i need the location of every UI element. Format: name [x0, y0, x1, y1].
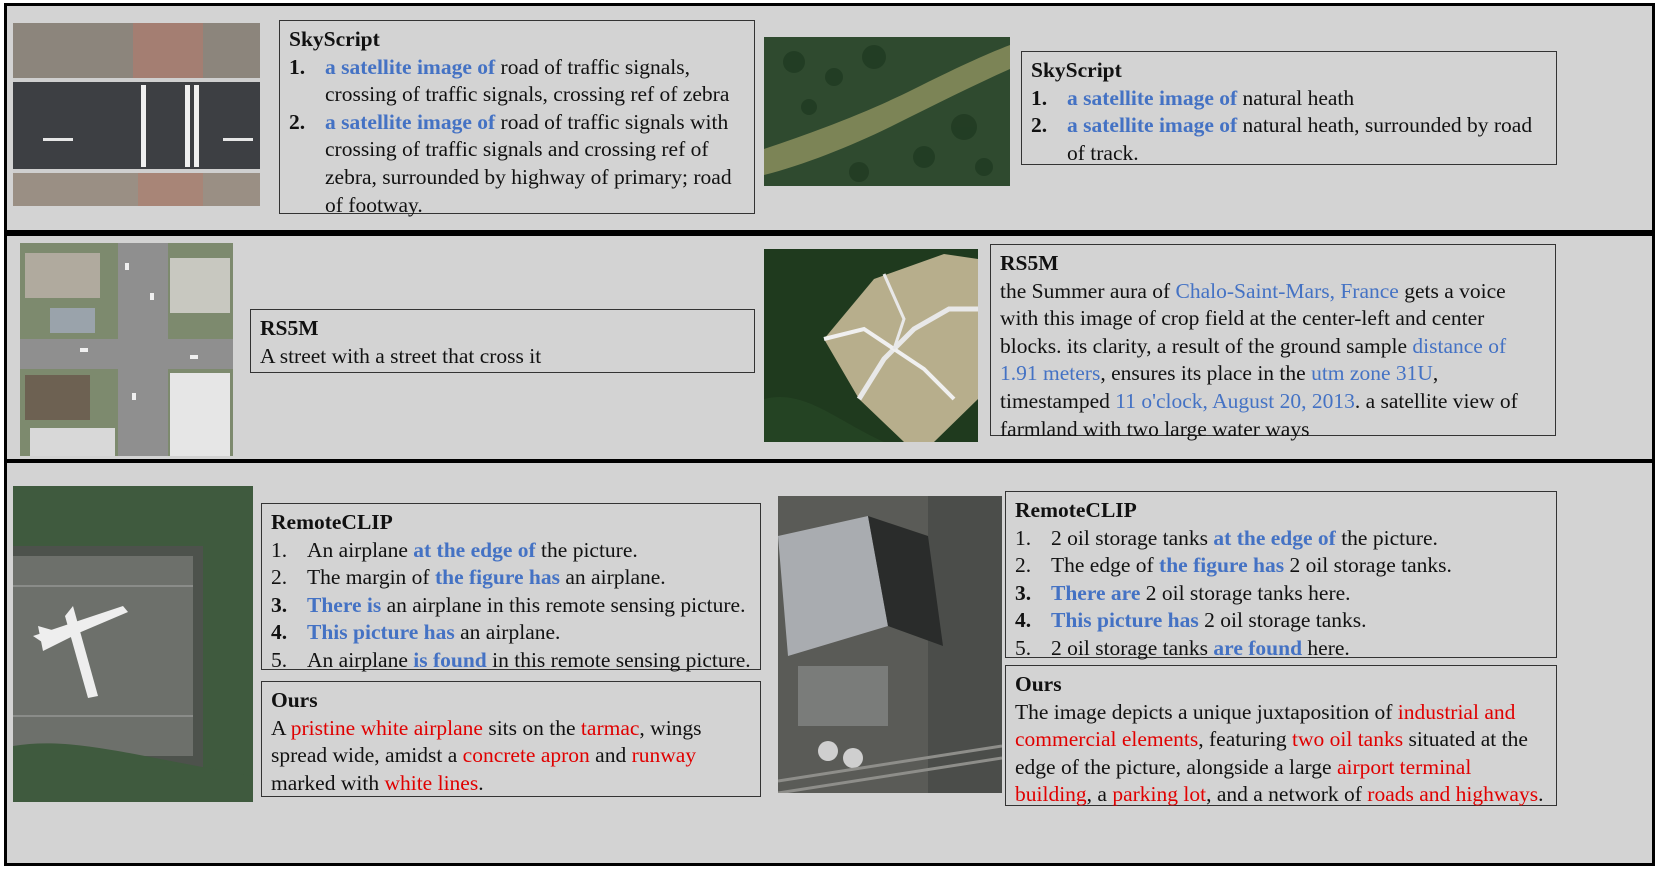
caption-ours-left — [261, 681, 761, 797]
list-item: 3. There are 2 oil storage tanks here. — [1015, 580, 1351, 605]
caption-text: A street with a street that cross it — [260, 343, 542, 368]
satellite-image-crosswalk — [13, 23, 260, 206]
caption-title: RemoteCLIP — [271, 510, 393, 534]
caption-title: RS5M — [260, 316, 319, 340]
caption-text: A pristine white airplane sits on the tarmac, wings spread wide, amidst a concrete apron and runway marked with white lines. — [271, 715, 702, 795]
list-item: 2. The margin of the figure has an airplane. — [271, 565, 666, 590]
list-item: 1. 2 oil storage tanks at the edge of the picture. — [1015, 525, 1438, 550]
caption-title: SkyScript — [289, 27, 380, 51]
list-item: 3. There is an airplane in this remote sensing picture. — [271, 592, 746, 617]
satellite-image-airplane — [13, 486, 253, 802]
caption-title: RemoteCLIP — [1015, 498, 1137, 522]
list-item: 2. a satellite image of road of traffic signals with crossing of traffic signals and crossing ref of zebra, surrounded by highway of primary; road of footway. — [289, 109, 732, 217]
satellite-image-street — [20, 243, 233, 456]
list-item: 5. 2 oil storage tanks are found here. — [1015, 635, 1350, 660]
remoteclip-ours-panel — [4, 460, 1655, 866]
list-item: 2. a satellite image of natural heath, surrounded by road of track. — [1031, 113, 1533, 165]
caption-remoteclip-left — [261, 503, 761, 670]
satellite-image-cropfield — [764, 249, 978, 442]
list-item: 2. The edge of the figure has 2 oil storage tanks. — [1015, 553, 1452, 578]
caption-title: SkyScript — [1031, 58, 1122, 82]
caption-rs5m-left — [250, 309, 755, 373]
caption-ours-right — [1005, 665, 1557, 806]
list-item: 4. This picture has 2 oil storage tanks. — [1015, 608, 1367, 633]
satellite-image-heath — [764, 37, 1010, 186]
list-item: 1. a satellite image of road of traffic signals, crossing of traffic signals, crossing ref of zebra — [289, 54, 730, 107]
caption-title: RS5M — [1000, 251, 1059, 275]
list-item: 1. a satellite image of natural heath — [1031, 85, 1355, 110]
satellite-image-oil-tanks — [778, 496, 1002, 793]
list-item: 5. An airplane is found in this remote sensing picture. — [271, 647, 751, 672]
caption-text: the Summer aura of Chalo-Saint-Mars, France gets a voice with this image of crop field at the center-left and center blocks. its clarity, a result of the ground sample distance of 1.91 meters, ensures its place in the utm zone 31U, timestamped 11 o'clock, August 20, 2013. a satellite view of farmland with two large water ways — [1000, 278, 1518, 441]
caption-remoteclip-right — [1005, 491, 1557, 658]
list-item: 1. An airplane at the edge of the picture. — [271, 537, 638, 562]
skyscript-panel — [4, 3, 1655, 233]
caption-rs5m-right — [990, 244, 1556, 441]
rs5m-panel — [4, 233, 1655, 462]
caption-title: Ours — [271, 688, 318, 712]
caption-title: Ours — [1015, 672, 1062, 696]
caption-skyscript-right — [1021, 51, 1557, 165]
caption-skyscript-left — [279, 20, 755, 217]
caption-text: The image depicts a unique juxtaposition of industrial and commercial elements, featuring two oil tanks situated at the edge of the picture, alongside a large airport terminal building, a parking lot, and a network of roads and highways. — [1015, 699, 1544, 807]
list-item: 4. This picture has an airplane. — [271, 620, 561, 645]
